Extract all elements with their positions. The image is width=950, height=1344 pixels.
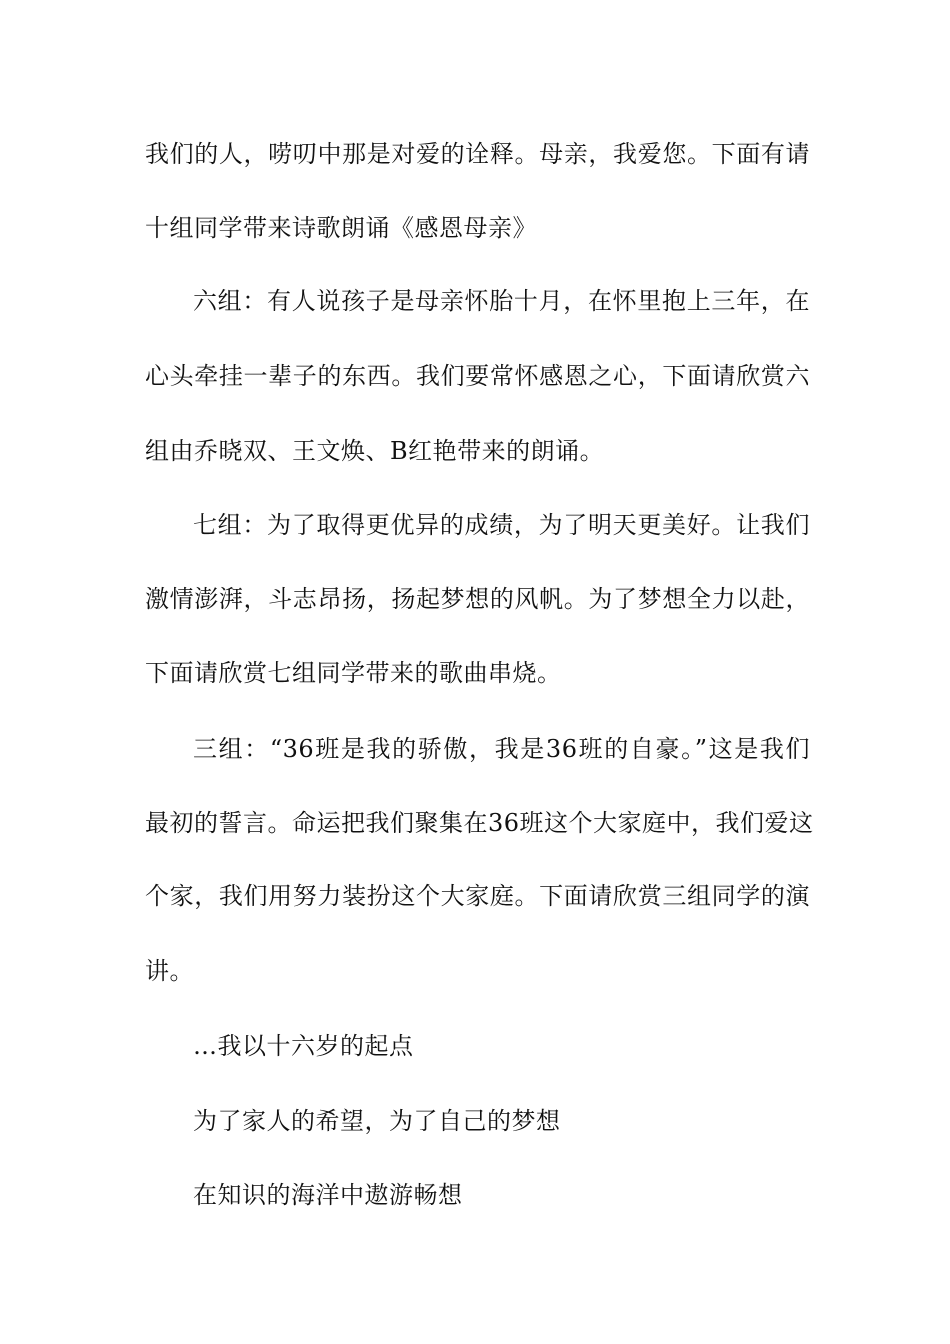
poem-line: 在知识的海洋中遨游畅想: [193, 1181, 463, 1209]
paragraph-line: 个家，我们用努力装扮这个大家庭。下面请欣赏三组同学的演: [145, 882, 810, 910]
poem-line: 为了家人的希望，为了自己的梦想: [193, 1107, 561, 1135]
paragraph-line: 三组：“36班是我的骄傲，我是36班的自豪。”这是我们: [193, 735, 810, 763]
paragraph-line: 激情澎湃，斗志昂扬，扬起梦想的风帆。为了梦想全力以赴，: [145, 585, 810, 613]
paragraph-line: 十组同学带来诗歌朗诵《感恩母亲》: [145, 214, 537, 242]
paragraph-line: 六组：有人说孩子是母亲怀胎十月，在怀里抱上三年，在: [193, 287, 810, 315]
paragraph-line: 下面请欣赏七组同学带来的歌曲串烧。: [145, 659, 562, 687]
paragraph-line: 心头牵挂一辈子的东西。我们要常怀感恩之心，下面请欣赏六: [145, 362, 810, 390]
paragraph-line: 七组：为了取得更优异的成绩，为了明天更美好。让我们: [193, 511, 810, 539]
poem-line: …我以十六岁的起点: [193, 1032, 414, 1060]
paragraph-line: 讲。: [145, 957, 194, 985]
paragraph-line: 我们的人，唠叨中那是对爱的诠释。母亲，我爱您。下面有请: [145, 140, 810, 168]
paragraph-line: 最初的誓言。命运把我们聚集在36班这个大家庭中，我们爱这: [145, 809, 814, 837]
paragraph-line: 组由乔晓双、王文焕、B红艳带来的朗诵。: [145, 437, 605, 465]
